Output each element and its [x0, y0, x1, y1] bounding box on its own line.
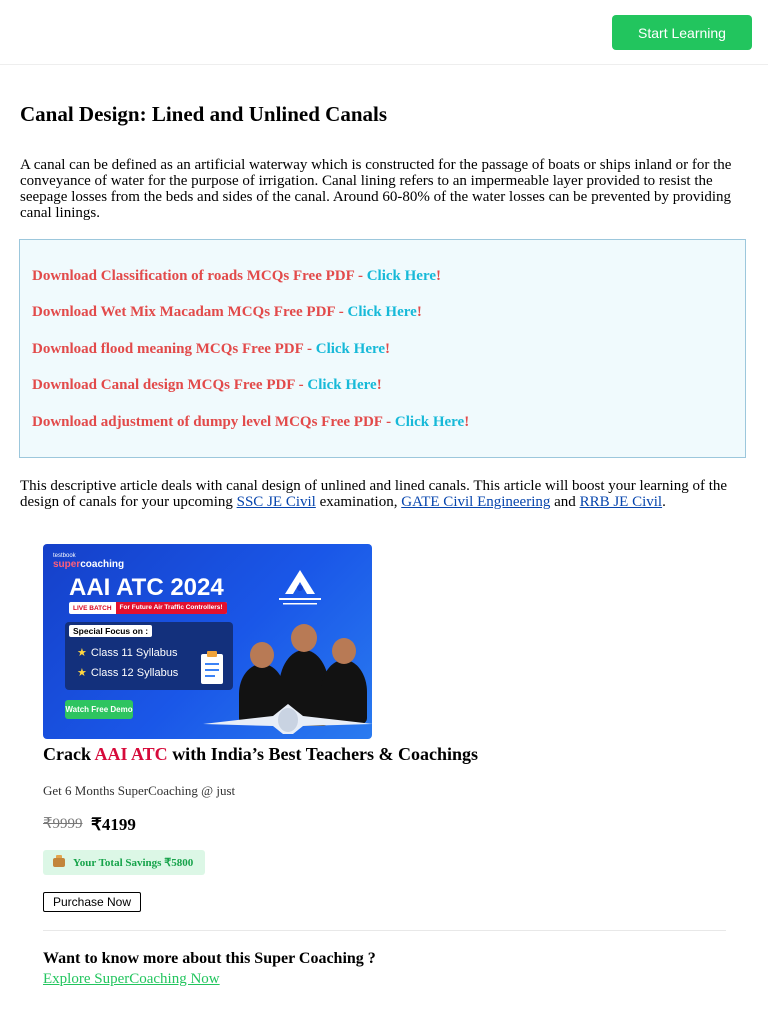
teacher-head [250, 642, 274, 668]
focus-item: ★ Class 12 Syllabus [77, 667, 179, 679]
click-here-link[interactable]: Click Here [394, 414, 465, 430]
teacher-head [332, 638, 356, 664]
banner-title: AAI ATC 2024 [69, 574, 224, 601]
banner-brand-top: testbook [53, 553, 76, 559]
download-item: Download adjustment of dumpy level MCQs Free PDF - Click Here! [32, 414, 470, 430]
click-here-link[interactable]: Click Here [315, 341, 386, 357]
teacher-head [291, 624, 317, 652]
star-icon: ★ [77, 667, 87, 679]
click-here-link[interactable]: Click Here [307, 377, 377, 393]
airplane-icon [203, 700, 372, 736]
rrb-je-civil-link[interactable]: RRB JE Civil [579, 494, 663, 510]
focus-panel [65, 622, 233, 690]
new-price: ₹4199 [91, 815, 136, 834]
download-item: Download flood meaning MCQs Free PDF - Click Here! [32, 341, 391, 357]
explore-supercoaching-link[interactable]: Explore SuperCoaching Now [43, 971, 220, 987]
aai-emblem-icon [265, 568, 335, 608]
promo-headline: Crack AAI ATC with India’s Best Teachers & Coachings [43, 744, 479, 764]
gate-civil-link[interactable]: GATE Civil Engineering [401, 494, 551, 510]
purchase-now-button[interactable]: Purchase Now [43, 892, 141, 912]
top-bar [0, 0, 768, 65]
focus-item: ★ Class 11 Syllabus [77, 647, 178, 659]
click-here-link[interactable]: Click Here [366, 268, 436, 284]
savings-badge: Your Total Savings ₹5800 [43, 850, 205, 875]
more-info-heading: Want to know more about this Super Coaching ? [43, 950, 376, 967]
promo-subtitle: Get 6 Months SuperCoaching @ just [43, 783, 236, 798]
intro-paragraph: A canal can be defined as an artificial waterway which is constructed for the passage of boats or ships inland or for the conveyance of water for the purpose of irrigation. Canal lining refers to an impermeable layer provided to resist the seepage losses from the beds and sides of the canal. Around 60-80% of the water losses can be prevented by providing canal linings. [20, 157, 732, 221]
ssc-je-civil-link[interactable]: SSC JE Civil [236, 494, 316, 510]
description-paragraph: This descriptive article deals with canal design of unlined and lined canals. This article will boost your learning of the design of canals for your upcoming SSC JE Civil examination, GATE Civil Engineering and RRB JE Civil. [20, 478, 728, 510]
download-item: Download Canal design MCQs Free PDF - Click Here! [32, 377, 382, 393]
old-price: ₹9999 [43, 816, 83, 832]
download-item: Download Wet Mix Macadam MCQs Free PDF - Click Here! [32, 304, 422, 320]
download-box [19, 239, 746, 458]
divider [43, 930, 726, 931]
star-icon: ★ [77, 647, 87, 659]
banner-brand: supercoaching [53, 559, 125, 570]
watch-demo-button[interactable]: Watch Free Demo [65, 700, 133, 719]
start-learning-button[interactable]: Start Learning [612, 15, 752, 50]
promo-banner[interactable] [43, 544, 372, 739]
clipboard-icon [197, 650, 227, 686]
page-title: Canal Design: Lined and Unlined Canals [20, 102, 388, 126]
download-item: Download Classification of roads MCQs Free PDF - Click Here! [32, 268, 441, 284]
click-here-link[interactable]: Click Here [347, 304, 417, 320]
wallet-icon [53, 858, 65, 867]
live-batch-badge: LIVE BATCH For Future Air Traffic Controllers! [69, 602, 227, 614]
focus-label: Special Focus on : [69, 625, 152, 637]
